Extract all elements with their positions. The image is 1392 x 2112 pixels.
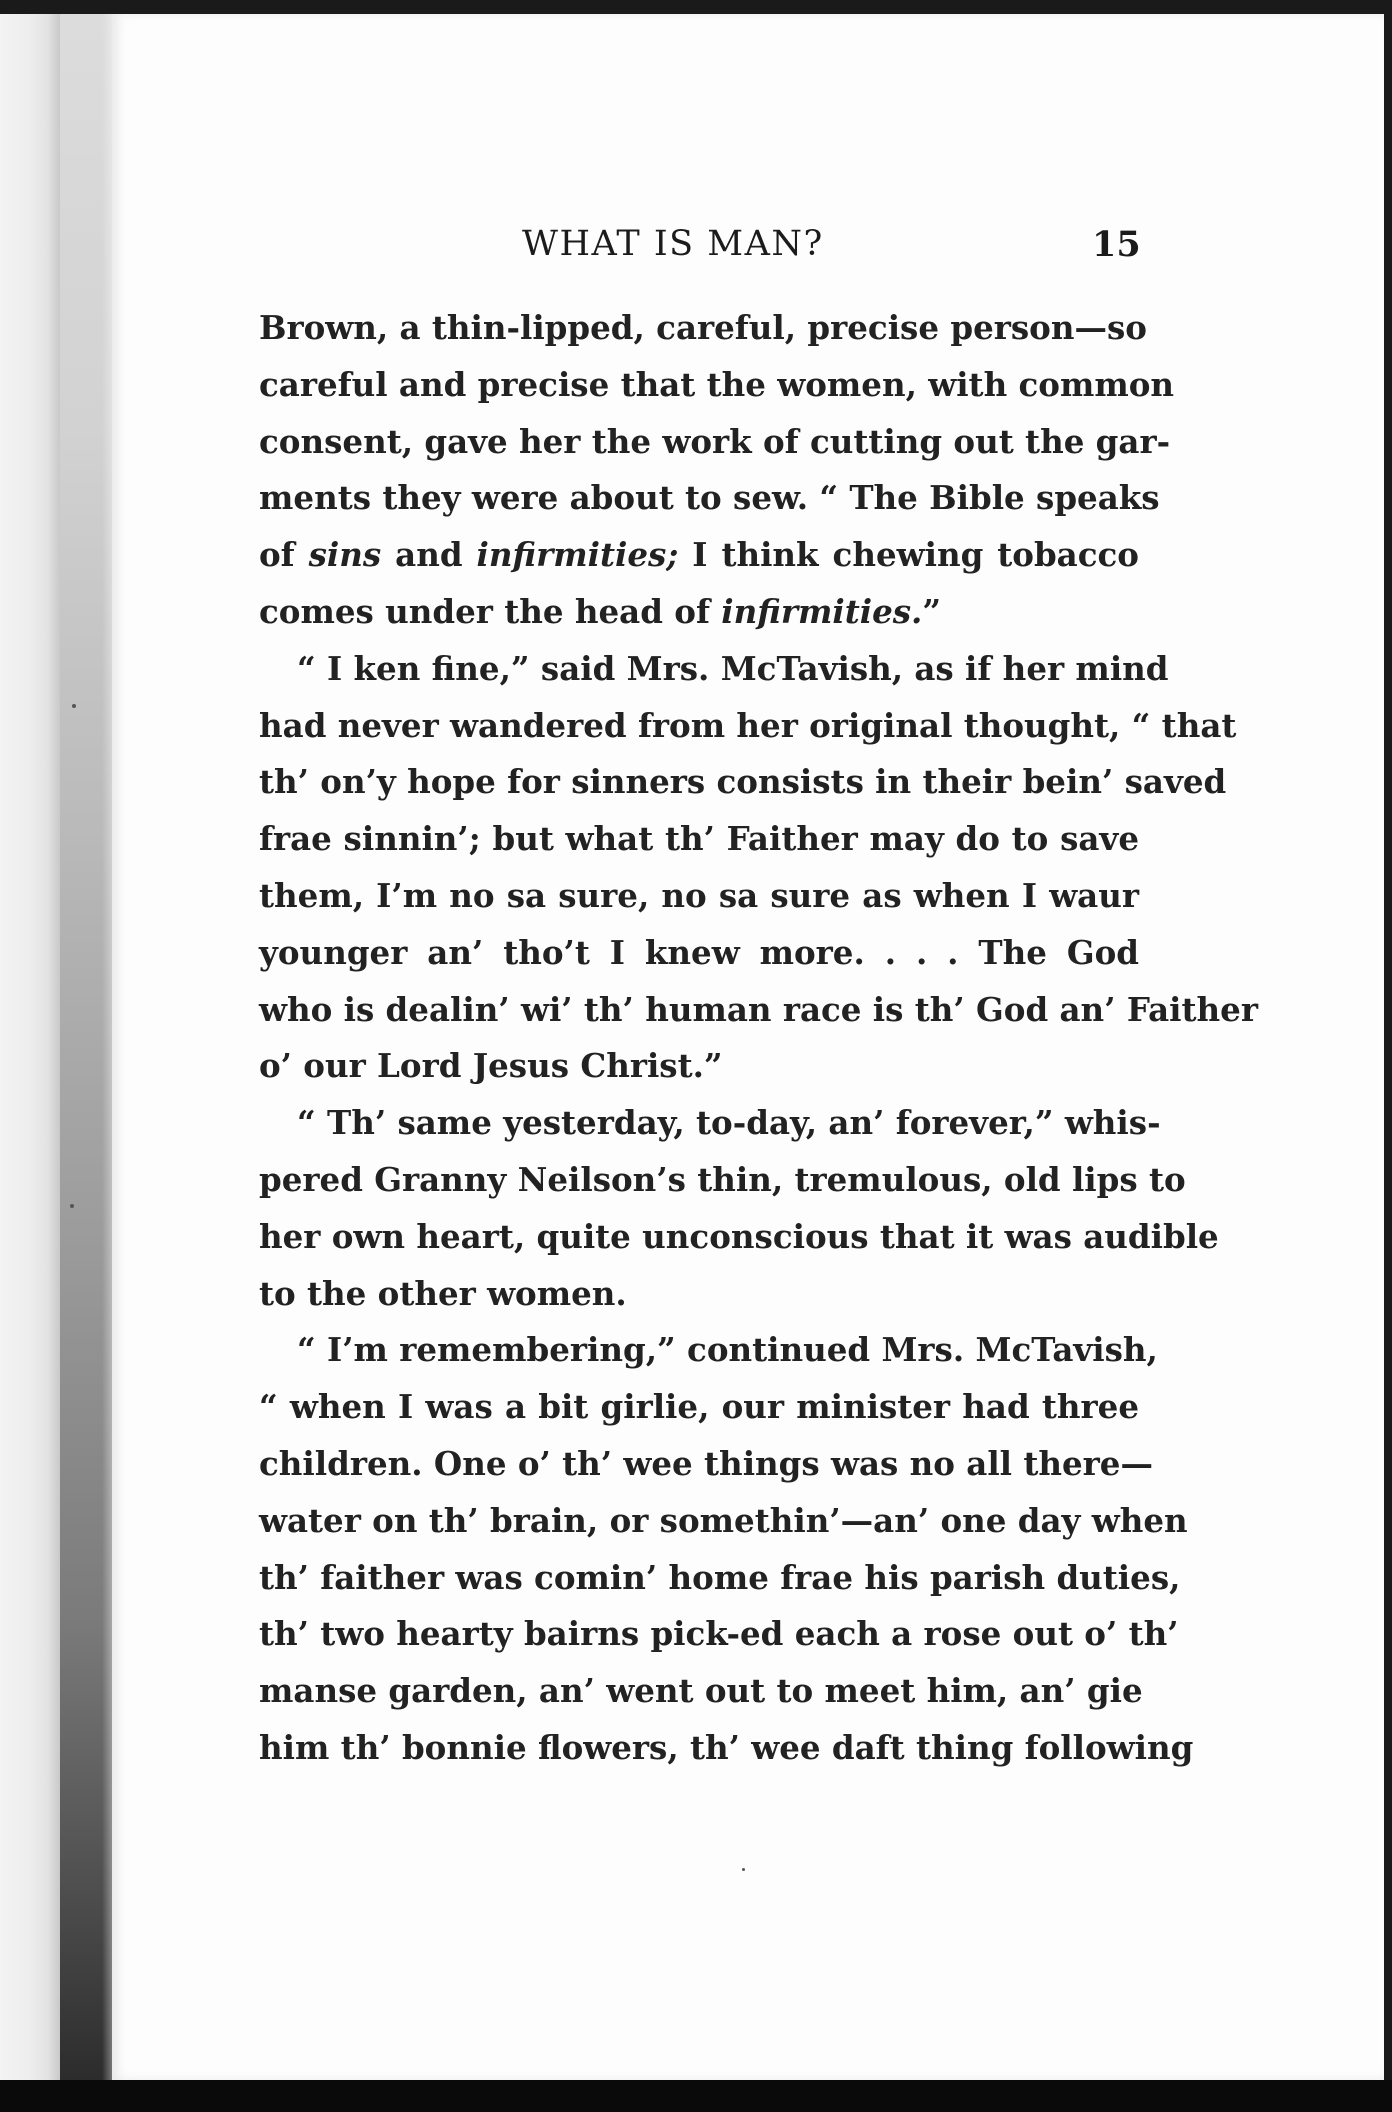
text-line: them, I’m no sa sure, no sa sure as when I waur [259, 875, 1139, 915]
book-spine-shadow [60, 14, 112, 2080]
italic-run: infirmities; [476, 535, 679, 575]
text-line: “ when I was a bit girlie, our minister had three [259, 1387, 1139, 1427]
text-run: of [259, 535, 309, 575]
facing-page-margin [0, 14, 60, 2080]
text-line: had never wandered from her original thought, “ that [259, 705, 1237, 745]
scan-right-edge [1384, 14, 1392, 2080]
text-line: th’ faither was comin’ home frae his parish duties, [259, 1557, 1181, 1597]
text-line: water on th’ brain, or somethin’—an’ one day when [259, 1500, 1188, 1540]
paragraph-4 [259, 1322, 1194, 1776]
text-line: ments they were about to sew. “ The Bible speaks [259, 478, 1160, 518]
text-line-mixed [259, 584, 1139, 641]
text-line: careful and precise that the women, with common [259, 364, 1175, 404]
page-number: 15 [1092, 224, 1141, 265]
scan-bottom-edge [0, 2080, 1392, 2112]
body-text [259, 300, 1258, 1777]
scan-top-edge [0, 0, 1392, 14]
italic-run: infirmities. [721, 591, 923, 631]
running-title: WHAT IS MAN? [522, 224, 824, 264]
text-line: manse garden, an’ went out to meet him, an’ gie [259, 1671, 1143, 1711]
dust-speck [72, 704, 76, 708]
text-line: th’ on’y hope for sinners consists in their bein’ saved [259, 762, 1227, 802]
text-line: who is dealin’ wi’ th’ human race is th’ God an’ Faither [259, 989, 1258, 1029]
dust-speck [70, 1204, 74, 1208]
book-page [112, 14, 1384, 2080]
text-run: I think chewing tobacco [678, 535, 1139, 575]
text-line: th’ two hearty bairns pick-ed each a rose out o’ th’ [259, 1614, 1179, 1654]
paragraph-1 [259, 300, 1175, 641]
text-run: ” [922, 591, 942, 631]
text-line: “ Th’ same yesterday, to-day, an’ forever,” whis- [297, 1103, 1161, 1143]
text-line: Brown, a thin-lipped, careful, precise person—so [259, 308, 1147, 347]
paragraph-2 [259, 641, 1258, 1095]
text-line: frae sinnin’; but what th’ Faither may do to save [259, 819, 1139, 859]
text-line: him th’ bonnie flowers, th’ wee daft thing following [259, 1727, 1194, 1767]
text-run: and [381, 535, 477, 575]
italic-run: sins [308, 535, 382, 575]
text-line: consent, gave her the work of cutting out the gar- [259, 421, 1171, 461]
paragraph-3 [259, 1095, 1219, 1322]
text-line: her own heart, quite unconscious that it was audible [259, 1216, 1219, 1256]
text-line: to the other women. [259, 1273, 627, 1313]
text-line: pered Granny Neilson’s thin, tremulous, old lips to [259, 1159, 1186, 1199]
dust-speck [742, 1868, 745, 1871]
text-line: “ I ken fine,” said Mrs. McTavish, as if her mind [297, 648, 1169, 688]
text-line: “ I’m remembering,” continued Mrs. McTavish, [297, 1330, 1158, 1370]
text-line: o’ our Lord Jesus Christ.” [259, 1046, 723, 1086]
text-run: comes under the head of [259, 591, 722, 631]
text-line: children. One o’ th’ wee things was no all there— [259, 1443, 1153, 1483]
text-line-mixed [259, 527, 1139, 584]
text-line: younger an’ tho’t I knew more. . . . The God [259, 932, 1139, 972]
